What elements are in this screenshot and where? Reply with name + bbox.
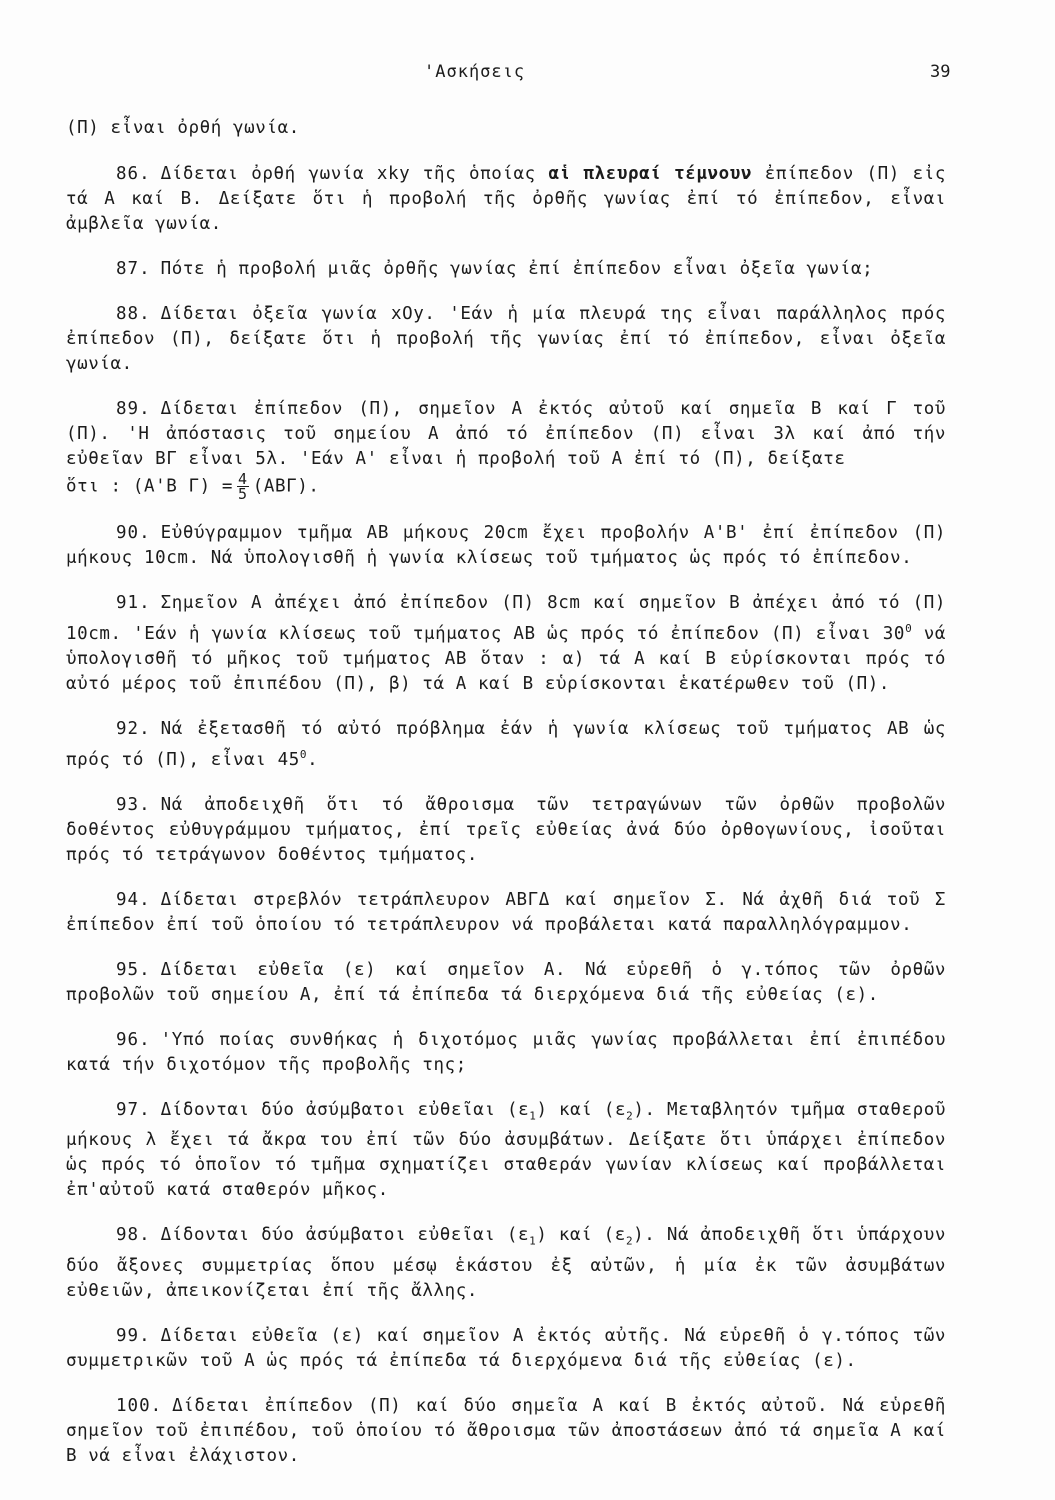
degree-superscript: 0 bbox=[905, 622, 913, 635]
exercise-number: 99. bbox=[116, 1325, 151, 1346]
exercise-92 bbox=[66, 717, 946, 773]
exercise-text: Σημεῖον Α ἀπέχει ἀπό ἐπίπεδον (Π) 8cm καί σημεῖον Β ἀπέχει ἀπό τό (Π) 10cm. 'Εάν ἡ γωνία κλίσεως τοῦ τμήματος ΑΒ ὡς πρός τό ἐπίπεδον (Π) εἶναι 30 bbox=[66, 593, 946, 644]
exercise-97 bbox=[66, 1098, 946, 1204]
exercise-text: Δίδονται δύο ἀσύμβατοι εὐθεῖαι (ε bbox=[160, 1099, 530, 1120]
exercise-90 bbox=[66, 521, 946, 571]
exercise-text: 'Υπό ποίας συνθήκας ἡ διχοτόμος μιᾶς γωνίας προβάλλεται ἐπί ἐπιπέδου κατά τήν διχοτόμον τῆς προβολῆς της; bbox=[66, 1029, 946, 1075]
exercise-text: Δίδεται ὀξεῖα γωνία xOy. 'Εάν ἡ μία πλευρά της εἶναι παράλληλος πρός ἐπίπεδον (Π), δείξατε ὅτι ἡ προβολή τῆς γωνίας ἐπί τό ἐπίπεδον, εἶναι ὀξεῖα γωνία. bbox=[66, 304, 946, 374]
exercise-text-bold: αἱ πλευραί τέμνουν bbox=[548, 164, 753, 184]
exercise-number: 96. bbox=[116, 1029, 151, 1050]
exercise-87 bbox=[66, 257, 946, 282]
exercise-text: ) καί (ε bbox=[536, 1225, 626, 1246]
exercise-text: Εὐθύγραμμον τμῆμα ΑΒ μήκους 20cm ἔχει προβολήν Α'Β' ἐπί ἐπίπεδον (Π) μήκους 10cm. Νά ὑπολογισθῆ ἡ γωνία κλίσεως τοῦ τμήματος ὡς πρός τό ἐπίπεδον. bbox=[66, 523, 946, 568]
exercise-text: Δίδεται ἐπίπεδον (Π), σημεῖον Α ἐκτός αὐτοῦ καί σημεῖα Β καί Γ τοῦ (Π). 'Η ἀπόστασις τοῦ σημείου Α ἀπό τό ἐπίπεδον (Π) εἶναι 3λ καί ἀπό τήν εὐθεῖαν ΒΓ εἶναι 5λ. 'Εάν Α' εἶναι ἡ προβολή τοῦ Α ἐπί τό (Π), δείξατε bbox=[66, 399, 946, 469]
exercise-number: 90. bbox=[116, 523, 151, 543]
fraction bbox=[237, 472, 249, 501]
exercise-text: Δίδεται στρεβλόν τετράπλευρον ΑΒΓΔ καί σημεῖον Σ. Νά ἀχθῆ διά τοῦ Σ ἐπίπεδον ἐπί τοῦ ὁποίου τό τετράπλευρον νά προβάλεται κατά παραλληλόγραμμον. bbox=[66, 889, 946, 935]
exercise-94 bbox=[66, 888, 946, 938]
exercise-text: . bbox=[307, 749, 319, 770]
exercise-number: 87. bbox=[116, 259, 151, 279]
running-title: 'Ασκήσεις bbox=[424, 62, 526, 82]
exercise-number: 86. bbox=[116, 164, 151, 184]
exercise-text: ). Νά ἀποδειχθῆ ὅτι ὑπάρχουν δύο ἄξονες συμμετρίας ὅπου μέσῳ ἑκάστου ἐξ αὐτῶν, ἡ μία ἐκ τῶν ἀσυμβάτων εὐθειῶν, ἀπεικονίζεται ἐπί τῆς ἄλλης. bbox=[66, 1225, 946, 1301]
exercise-text: ἐπίπεδον (Π) εἰς τά Α καί Β. Δείξατε ὅτι ἡ προβολή τῆς ὀρθῆς γωνίας ἐπί τό ἐπίπεδον, εἶναι ἀμβλεῖα γωνία. bbox=[66, 164, 947, 234]
exercise-list bbox=[66, 116, 946, 1489]
page-number: 39 bbox=[930, 62, 951, 82]
page-header bbox=[0, 62, 1055, 92]
exercise-86 bbox=[66, 162, 946, 237]
exercise-text: Δίδεται εὐθεῖα (ε) καί σημεῖον Α. Νά εὑρεθῆ ὁ γ.τόπος τῶν ὀρθῶν προβολῶν τοῦ σημείου Α, ἐπί τά ἐπίπεδα τά διερχόμενα διά τῆς εὐθείας (ε). bbox=[66, 959, 946, 1005]
exercise-93 bbox=[66, 793, 946, 868]
exercise-text: Δίδεται ὀρθή γωνία xky τῆς ὁποίας bbox=[160, 164, 549, 184]
exercise-number: 88. bbox=[116, 304, 151, 324]
exercise-89 bbox=[66, 397, 946, 501]
exercise-95 bbox=[66, 958, 946, 1008]
exercise-number: 92. bbox=[116, 718, 151, 739]
fraction-denominator: 5 bbox=[238, 485, 248, 503]
exercise-number: 97. bbox=[116, 1099, 151, 1120]
exercise-text: Νά ἀποδειχθῆ ὅτι τό ἄθροισμα τῶν τετραγώνων τῶν ὀρθῶν προβολῶν δοθέντος εὐθυγράμμου τμήματος, ἐπί τρεῖς εὐθείας ἀνά δύο ὀρθογωνίους, ἰσοῦται πρός τό τετράγωνον δοθέντος τμήματος. bbox=[66, 794, 946, 865]
exercise-text: Δίδεται ἐπίπεδον (Π) καί δύο σημεῖα Α καί Β ἐκτός αὐτοῦ. Νά εὑρεθῆ σημεῖον τοῦ ἐπιπέδου, τοῦ ὁποίου τό ἄθροισμα τῶν ἀποστάσεων ἀπό τά σημεῖα Α καί Β νά εἶναι ἐλάχιστον. bbox=[66, 1395, 946, 1466]
exercise-number: 89. bbox=[116, 399, 151, 419]
subscript: 2 bbox=[625, 1234, 634, 1248]
exercise-text: Νά ἐξετασθῆ τό αὐτό πρόβλημα ἐάν ἡ γωνία κλίσεως τοῦ τμήματος ΑΒ ὡς πρός τό (Π), εἶναι 45 bbox=[66, 718, 946, 770]
exercise-100 bbox=[66, 1394, 946, 1469]
subscript: 1 bbox=[529, 1109, 537, 1123]
degree-superscript: 0 bbox=[299, 747, 308, 761]
exercise-98 bbox=[66, 1223, 946, 1304]
subscript: 2 bbox=[626, 1109, 634, 1123]
exercise-text: ) καί (ε bbox=[536, 1099, 627, 1120]
exercise-text: Δίδονται δύο ἀσύμβατοι εὐθεῖαι (ε bbox=[160, 1225, 530, 1246]
exercise-text: Πότε ἡ προβολή μιᾶς ὀρθῆς γωνίας ἐπί ἐπίπεδον εἶναι ὀξεῖα γωνία; bbox=[160, 259, 874, 279]
exercise-91 bbox=[66, 591, 946, 697]
formula-left: ὅτι : (Α'Β Γ) = bbox=[66, 476, 234, 497]
fraction-numerator: 4 bbox=[238, 470, 248, 488]
exercise-number: 91. bbox=[116, 593, 151, 613]
subscript: 1 bbox=[529, 1234, 537, 1248]
continued-text: (Π) εἶναι ὀρθή γωνία. bbox=[66, 118, 300, 138]
exercise-number: 98. bbox=[116, 1225, 151, 1246]
exercise-88 bbox=[66, 302, 946, 377]
formula-right: (ΑΒΓ). bbox=[252, 476, 320, 497]
exercise-number: 94. bbox=[116, 889, 151, 910]
exercise-text: νά ὑπολογισθῆ τό μῆκος τοῦ τμήματος ΑΒ ὅταν : α) τά Α καί Β εὑρίσκονται πρός τό αὐτό μέρος τοῦ ἐπιπέδου (Π), β) τά Α καί Β εὑρίσκονται ἑκατέρωθεν τοῦ (Π). bbox=[66, 623, 946, 694]
exercise-number: 93. bbox=[116, 794, 151, 815]
exercise-number: 95. bbox=[116, 959, 151, 980]
exercise-99 bbox=[66, 1324, 946, 1374]
exercise-number: 100. bbox=[116, 1395, 163, 1416]
exercise-text: ). Μεταβλητόν τμῆμα σταθεροῦ μήκους λ ἔχει τά ἄκρα του ἐπί τῶν δύο ἀσυμβάτων. Δείξατε ὅτι ὑπάρχει ἐπίπεδον ὡς πρός τό ὁποῖον τό τμῆμα σχηματίζει σταθεράν γωνίαν κλίσεως καί προβάλλεται ἐπ'αὐτοῦ κατά σταθερόν μῆκος. bbox=[66, 1099, 946, 1201]
exercise-96 bbox=[66, 1028, 946, 1078]
exercise-text: Δίδεται εὐθεῖα (ε) καί σημεῖον Α ἐκτός αὐτῆς. Νά εὑρεθῆ ὁ γ.τόπος τῶν συμμετρικῶν τοῦ Α ὡς πρός τά ἐπίπεδα τά διερχόμενα διά τῆς εὐθείας (ε). bbox=[66, 1325, 946, 1371]
